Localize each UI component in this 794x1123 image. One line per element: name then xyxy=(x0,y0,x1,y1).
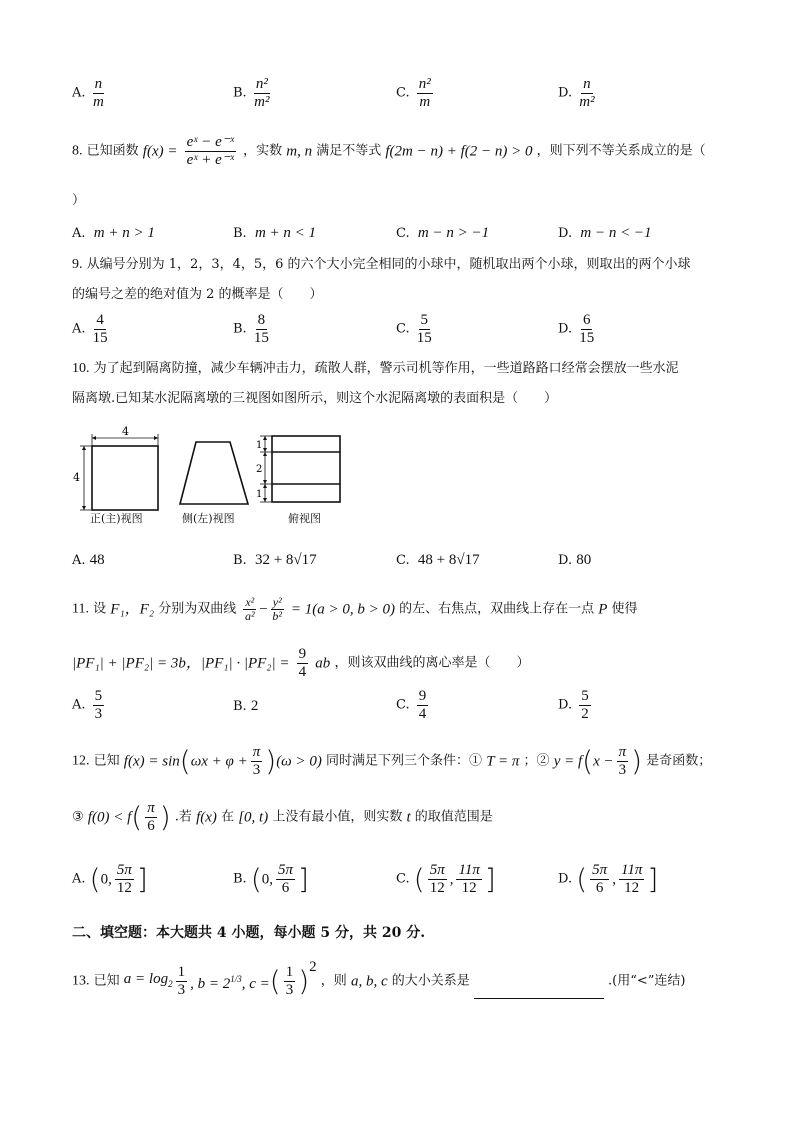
fraction: $\frac{\text{eˣ − e⁻ˣ}}{\text{eˣ + e⁻ˣ}}$ xyxy=(186,134,234,168)
q10-stem-line2: 隔离墩.已知某水泥隔离墩的三视图如图所示，则这个水泥隔离墩的表面积是（ ） xyxy=(72,391,558,406)
svg-text:4: 4 xyxy=(122,425,129,438)
q7-option-b: B. $\frac{\text{n²}}{\text{m²}}$ xyxy=(233,76,270,110)
q11-option-a: A. $\frac{5}{3}$ xyxy=(72,688,103,722)
q8-option-a: A. m + n > 1 xyxy=(72,225,155,241)
side-view-caption: 侧(左)视图 xyxy=(182,512,235,525)
svg-text:2: 2 xyxy=(256,464,263,475)
q7-option-d: D. $\frac{n}{\text{m²}}$ xyxy=(558,76,595,110)
q9-option-c: C. $\frac{5}{15}$ xyxy=(396,312,432,346)
q10-option-d: D. 80 xyxy=(558,552,592,568)
q9-option-d: D. $\frac{6}{15}$ xyxy=(558,312,595,346)
q8-option-d: D. m − n < −1 xyxy=(558,225,652,241)
q9-stem-line1: 9. 从编号分别为 1，2，3，4，5，6 的六个大小完全相同的小球中，随机取出两个小球，则取出的两个小球 xyxy=(72,257,691,272)
fraction: $\frac{\text{n²}}{m}$ xyxy=(418,76,431,110)
svg-text:1: 1 xyxy=(256,440,263,451)
q8-option-c: C. m − n > −1 xyxy=(396,225,490,241)
q9-stem-line2: 的编号之差的绝对值为 2 的概率是（ ） xyxy=(72,287,323,302)
top-view xyxy=(256,436,340,502)
q11-stem-line1: 11. 设 F₁，F₂ 分别为双曲线 $\frac{\text{x²}}{\text{a²}}$ − $\frac{\text{y²}}{\text{b²}}$ = 1(a > 0, b > 0) 的左、右焦点，双曲线上存在一点 P 使得 xyxy=(72,595,638,623)
q10-option-c: C. 48 + 8√17 xyxy=(396,552,480,568)
q12-option-a: A. (0, $\frac{5\pi}{12}$ ] xyxy=(72,862,148,896)
fraction: $\frac{n}{m}$ xyxy=(93,76,104,110)
front-view xyxy=(73,425,158,510)
q10-option-a: A. 48 xyxy=(72,552,105,568)
fraction: $\frac{\text{n²}}{\text{m²}}$ xyxy=(254,76,270,110)
q12-option-d: D. ( $\frac{5\pi}{6}$ , $\frac{11\pi}{12}$ ] xyxy=(558,862,659,896)
q8-option-b: B. m + n < 1 xyxy=(233,225,317,241)
q12-option-b: B. (0, $\frac{5\pi}{6}$ ] xyxy=(233,862,309,896)
svg-text:4: 4 xyxy=(73,471,80,484)
q7-option-c: C. $\frac{\text{n²}}{m}$ xyxy=(396,76,431,110)
q9-option-a: A. $\frac{4}{15}$ xyxy=(72,312,108,346)
answer-blank[interactable] xyxy=(474,984,604,999)
front-view-caption: 正(主)视图 xyxy=(90,512,143,525)
q11-stem-line2: |PF₁| + |PF₂| = 3b，|PF₁| · |PF₂| = $\frac{9}{4}$ ab ，则该双曲线的离心率是（ ） xyxy=(72,646,530,680)
fraction: $\frac{n}{\text{m²}}$ xyxy=(579,76,595,110)
q11-option-b: B. 2 xyxy=(233,698,259,714)
q7-option-a: A. $\frac{n}{m}$ xyxy=(72,76,104,110)
q8-stem: 8. 已知函数 f(x) = $\frac{\text{eˣ − e⁻ˣ}}{\text{eˣ + e⁻ˣ}}$ ，实数 m, n 满足不等式 f(2m − n) + f(2 − n) > 0 ，则下列不等关系成立的是（ xyxy=(72,134,706,168)
q11-option-d: D. $\frac{5}{2}$ xyxy=(558,688,589,722)
q10-option-b: B. 32 + 8√17 xyxy=(233,552,317,568)
q13-stem: 13. 已知 $a = \log_2$ $\frac{1}{3}$ , $b = 2^{1/3}$, c =( $\frac{1}{3}$ )$^2$ ，则 a, b, c 的大小关系是 .(用“<”连结) xyxy=(72,959,686,998)
q12-stem-line1: 12. 已知 f(x) = sin(ωx + φ + $\frac{\pi}{3}$ )(ω > 0) 同时满足下列三个条件：① T = π ；② y = f(x − $\frac{\pi}{3}$ ) 是奇函数； xyxy=(72,744,712,778)
top-view-caption: 俯视图 xyxy=(288,512,321,525)
section-title: 二、填空题：本大题共 4 小题，每小题 5 分，共 20 分. xyxy=(72,925,426,941)
svg-text:1: 1 xyxy=(256,489,263,500)
side-view xyxy=(180,442,248,504)
q9-option-b: B. $\frac{8}{15}$ xyxy=(233,312,269,346)
q8-close-paren: ） xyxy=(72,193,86,208)
q12-stem-line2: ③ f(0) < f( $\frac{\pi}{6}$ ) .若 f(x) 在 [0, t) 上没有最小值，则实数 t 的取值范围是 xyxy=(72,800,493,834)
q12-option-c: C. ( $\frac{5\pi}{12}$ , $\frac{11\pi}{12}$ ] xyxy=(396,862,496,896)
q10-stem-line1: 10. 为了起到隔离防撞，减少车辆冲击力，疏散人群，警示司机等作用，一些道路路口经常会摆放一些水泥 xyxy=(72,361,679,376)
q11-option-c: C. $\frac{9}{4}$ xyxy=(396,688,427,722)
